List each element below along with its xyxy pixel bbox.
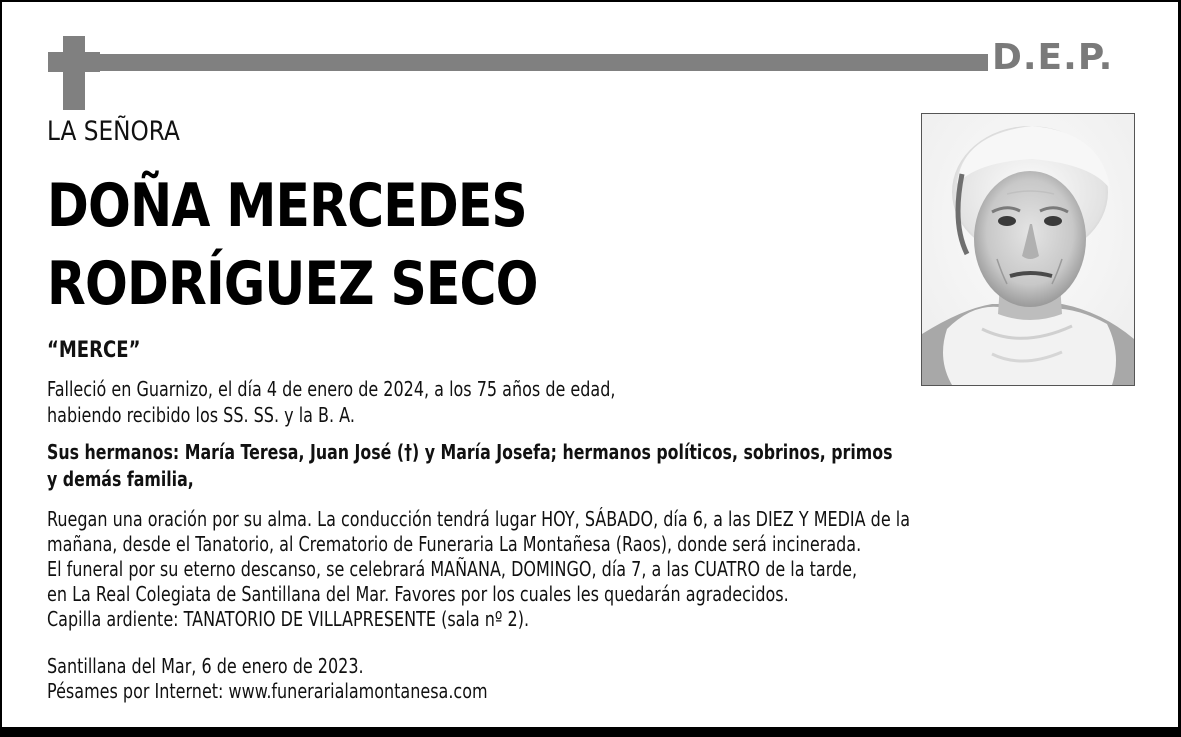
obituary-card [2,2,1178,727]
dep-label: D.E.P. [992,37,1114,78]
family-line2: y demás familia, [47,467,194,491]
death-notice-line2: habiendo recibido los SS. SS. y la B. A. [47,403,355,427]
cross-icon-crossbar [48,52,100,72]
deceased-name-line2: RODRÍGUEZ SECO [47,249,538,319]
arrangements-line5: Capilla ardiente: TANATORIO DE VILLAPRESENTE (sala nº 2). [47,607,530,631]
honorific: LA SEÑORA [47,116,180,147]
nickname: “MERCE” [47,338,141,363]
deceased-name-line1: DOÑA MERCEDES [47,171,527,241]
family-list [47,439,892,493]
header-rule [96,54,988,71]
portrait-photo [921,113,1135,386]
cross-icon [63,36,85,110]
condolences-link: Pésames por Internet: www.funerarialamontanesa.com [47,679,488,703]
arrangements [47,507,910,632]
arrangements-line1: Ruegan una oración por su alma. La conducción tendrá lugar HOY, SÁBADO, día 6, a las DIEZ Y MEDIA de la [47,507,911,531]
death-notice-line1: Falleció en Guarnizo, el día 4 de enero de 2024, a los 75 años de edad, [47,377,616,401]
death-notice [47,376,615,428]
deceased-name [47,167,538,323]
portrait-image [922,114,1134,385]
arrangements-line3: El funeral por su eterno descanso, se celebrará MAÑANA, DOMINGO, día 7, a las CUATRO de la tarde, [47,557,858,581]
arrangements-line4: en La Real Colegiata de Santillana del Mar. Favores por los cuales les quedarán agradecidos. [47,582,789,606]
arrangements-line2: mañana, desde el Tanatorio, al Crematorio de Funeraria La Montañesa (Raos), donde será incinerada. [47,532,862,556]
footer [47,654,488,704]
place-date: Santillana del Mar, 6 de enero de 2023. [47,654,364,678]
family-line1: Sus hermanos: María Teresa, Juan José (†) y María Josefa; hermanos políticos, sobrinos, primos [47,440,893,464]
